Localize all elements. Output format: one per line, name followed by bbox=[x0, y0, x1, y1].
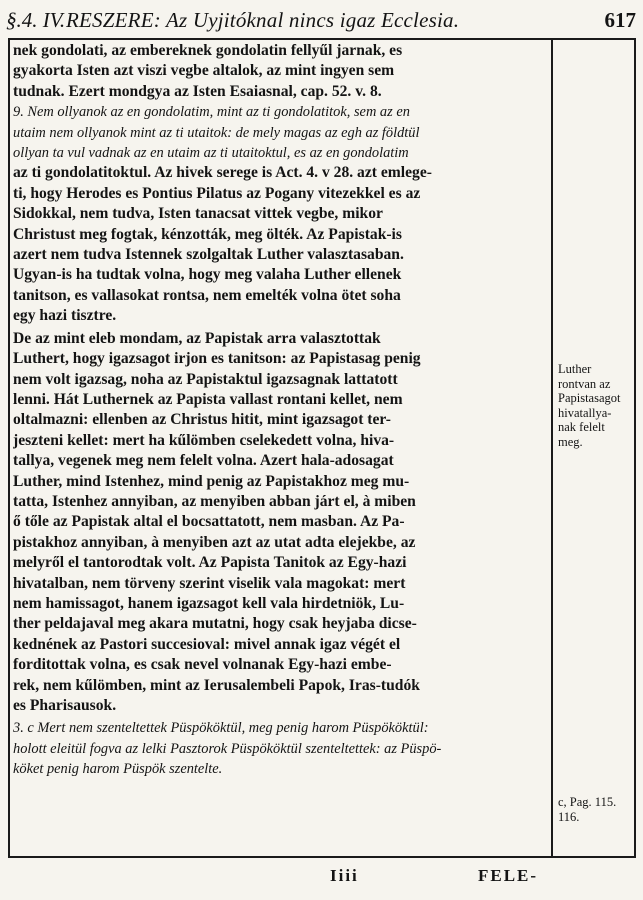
section-number: §.4. IV. bbox=[6, 8, 66, 32]
text-line: 3. c Mert nem szenteltettek Püspököktül, meg penig harom Püspököktül: bbox=[13, 720, 429, 737]
margin-note-line: hivatallya- bbox=[558, 405, 612, 420]
text-line: nek gondolati, az embereknek gondolatin fellyűl jarnak, es bbox=[13, 42, 403, 59]
margin-note-line: Papistasagot bbox=[558, 391, 621, 406]
margin-note-line: 116. bbox=[558, 809, 580, 824]
text-line: Sidokkal, nem tudva, Isten tanacsat vittek vegbe, mikor bbox=[13, 205, 383, 223]
margin-note-line: meg. bbox=[558, 434, 583, 449]
text-line: lenni. Hát Luthernek az Papista vallast rontani kellet, nem bbox=[13, 390, 403, 408]
margin-note bbox=[558, 362, 638, 450]
margin-note-line: c, Pag. 115. bbox=[558, 795, 617, 809]
text-line: tatta, Istenhez annyiban, az menyiben abban járt el, à miben bbox=[13, 492, 416, 510]
text-line: ollyan ta vul vadnak az en utaim az ti utaitoktul, es az en gondolatim bbox=[13, 145, 409, 162]
text-line: ő tőle az Papistak altal el bocsattatott, nem masban. Az Pa- bbox=[13, 513, 405, 531]
text-line: ti, hogy Herodes es Pontius Pilatus az Pogany vitezekkel es az bbox=[13, 184, 421, 202]
text-line: jeszteni kellet: mert ha kűlömben cselekedett volna, hiva- bbox=[13, 431, 395, 449]
text-line: nem hamissagot, hanem igazsagot kell vala hirdetniök, Lu- bbox=[13, 594, 405, 612]
text-line: melyről el tantorodtak volt. Az Papista Tanitok az Egy-hazi bbox=[13, 554, 407, 572]
main-text bbox=[13, 41, 548, 857]
text-line: egy hazi tisztre. bbox=[13, 307, 117, 325]
page-number: 617 bbox=[604, 8, 636, 32]
running-header bbox=[4, 4, 640, 36]
margin-note-line: nak felelt bbox=[558, 420, 605, 435]
margin-note bbox=[558, 795, 638, 824]
text-line: utaim nem ollyanok mint az ti utaitok: de mely magas az egh az földtül bbox=[13, 124, 420, 141]
text-line: Ugyan-is ha tudtak volna, hogy meg valaha Luther ellenek bbox=[13, 266, 402, 284]
text-line: tanitson, es vallasokat rontsa, nem emelték volna ötet soha bbox=[13, 286, 401, 304]
text-line: azert nem tudva Istennek szolgaltak Luther valasztasaban. bbox=[13, 246, 404, 264]
running-title: RESZERE: Az Uyjitóknal nincs igaz Ecclesia. bbox=[66, 8, 460, 32]
margin-note-line: Luther bbox=[558, 362, 592, 376]
margin-rule bbox=[551, 38, 553, 858]
text-line: az ti gondolatitoktul. Az hivek serege is Act. 4. v 28. azt emlege- bbox=[13, 164, 432, 182]
signature-mark: Iiii bbox=[330, 866, 359, 885]
text-line: forditottak volna, es csak nevel volnanak Egy-hazi embe- bbox=[13, 656, 392, 674]
text-line: tudnak. Ezert mondgya az Isten Esaiasnal, cap. 52. v. 8. bbox=[13, 82, 382, 100]
text-line: rek, nem kűlömben, mint az Ierusalembeli Papok, Iras-tudók bbox=[13, 676, 420, 694]
text-line: nem volt igazsag, noha az Papistaktul igazsagnak lattatott bbox=[13, 370, 398, 388]
text-line: Christust meg fogtak, kénzották, meg ölték. Az Papistak-is bbox=[13, 225, 402, 243]
text-line: Luthert, hogy igazsagot irjon es tanitson: az Papistasag penig bbox=[13, 350, 421, 368]
text-line: gyakorta Isten azt viszi vegbe altalok, az mint ingyen sem bbox=[13, 62, 395, 80]
text-line: hivatalban, nem törveny szerint viselik vala magokat: mert bbox=[13, 574, 406, 592]
text-line: ther peldajaval meg akara mutatni, hogy csak heyjaba dicse- bbox=[13, 615, 417, 633]
text-line: 9. Nem ollyanok az en gondolatim, mint az ti gondolatitok, sem az en bbox=[13, 104, 410, 121]
text-line: kednének az Pastori succesioval: mivel annak igaz végét el bbox=[13, 635, 401, 653]
catchword: FELE- bbox=[478, 866, 539, 885]
text-line: De az mint eleb mondam, az Papistak arra valasztottak bbox=[13, 329, 381, 347]
margin-note-line: rontvan az bbox=[558, 376, 611, 391]
text-line: Luther, mind Istenhez, mind penig az Papistakhoz meg mu- bbox=[13, 472, 410, 490]
text-line: es Pharisausok. bbox=[13, 697, 117, 714]
text-line: holott eleitül fogva az lelki Pasztorok Püspököktül szenteltettek: az Püspö- bbox=[13, 740, 442, 757]
text-line: tallya, vegenek meg nem felelt volna. Azert hala-adosagat bbox=[13, 452, 394, 470]
text-line: köket penig harom Püspök szentelte. bbox=[13, 761, 223, 778]
text-line: oltalmazni: ellenben az Christus hitit, mint igazsagot ter- bbox=[13, 411, 391, 429]
text-line: pistakhoz annyiban, à menyiben azt az utat adta elejekbe, az bbox=[13, 533, 416, 551]
